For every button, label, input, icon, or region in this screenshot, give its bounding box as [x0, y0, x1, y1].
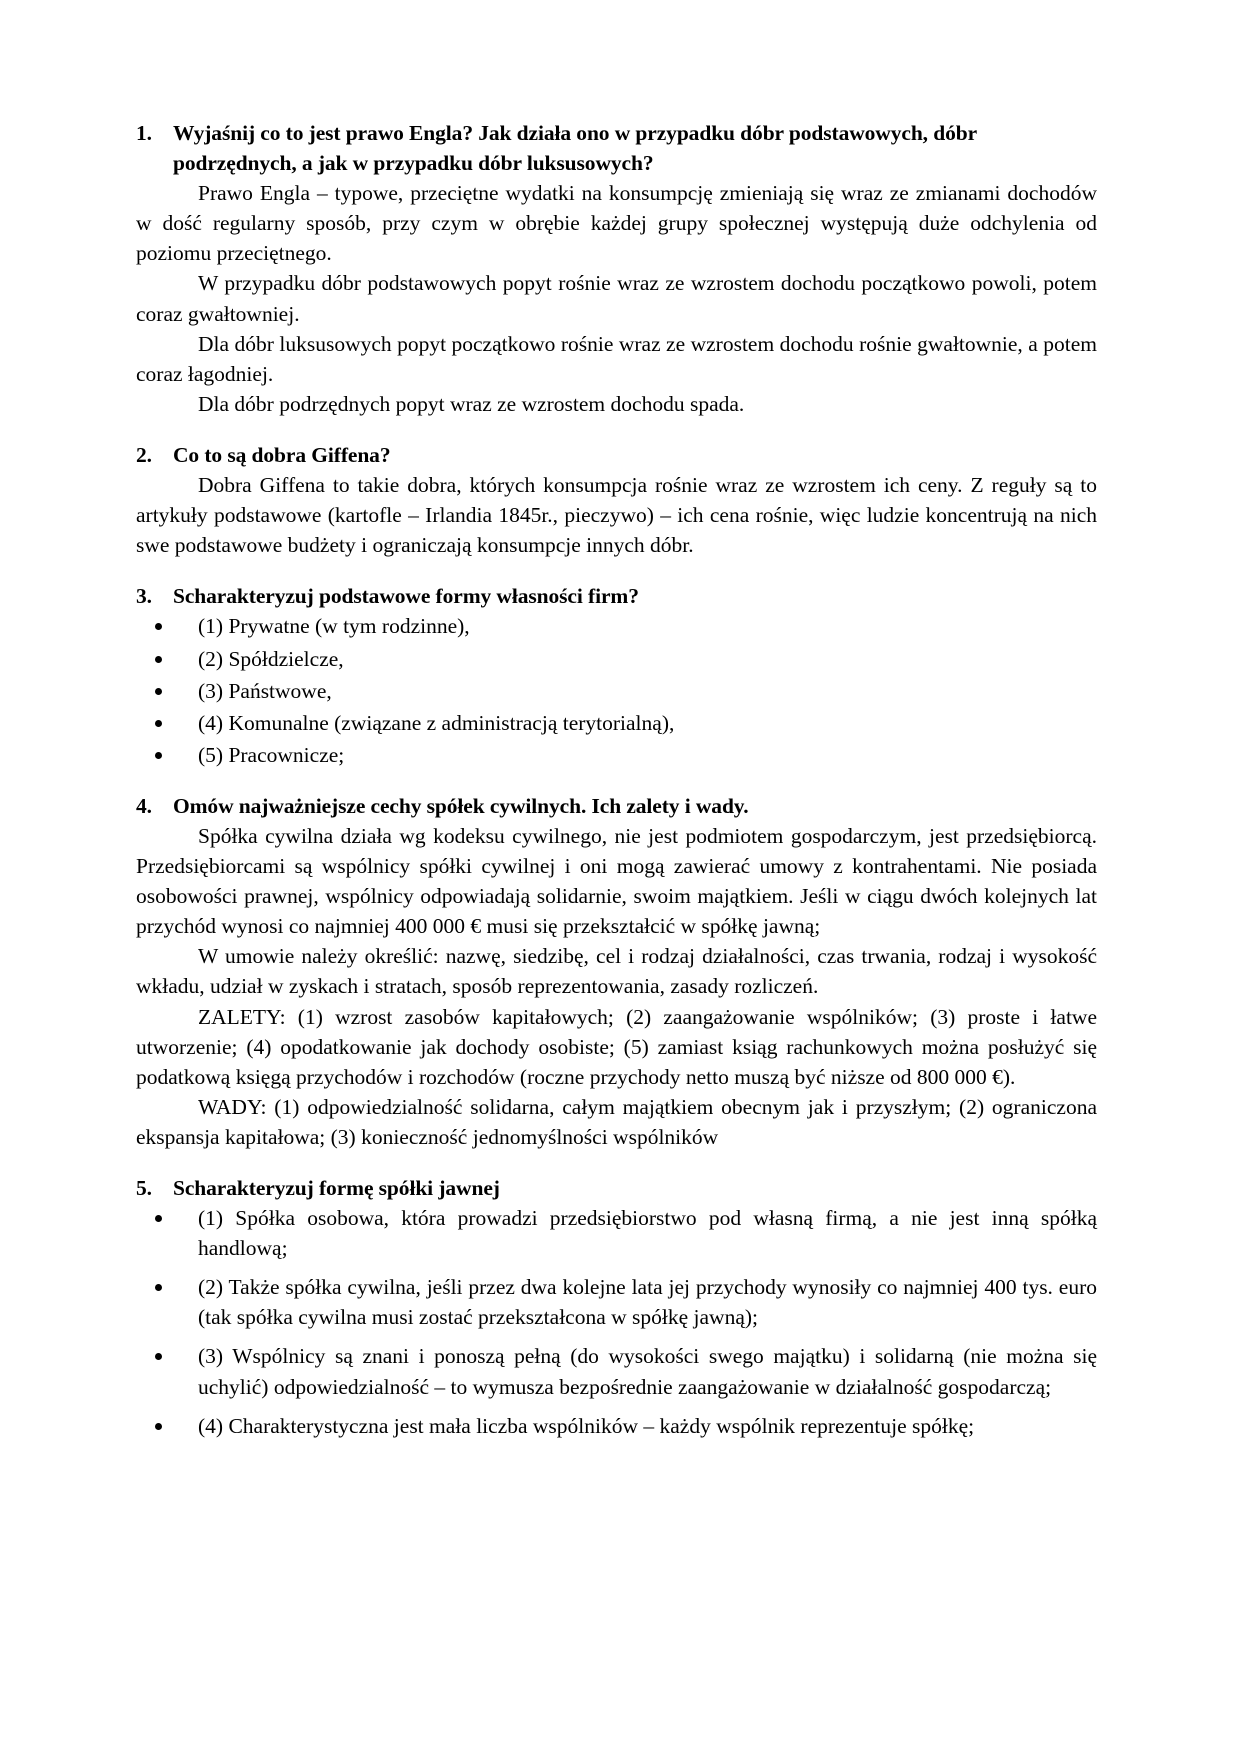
- section-1-paragraph-1: Prawo Engla – typowe, przeciętne wydatki na konsumpcję zmieniają się wraz ze zmianami dochodów w dość regularny sposób, przy czym w obrębie każdej grupy społecznej występują duże odchylenia od poziomu przeciętnego.: [136, 181, 1097, 266]
- section-3-bullet-list: [136, 611, 1097, 769]
- section-1: [136, 118, 1097, 419]
- list-item: (4) Charakterystyczna jest mała liczba wspólników – każdy wspólnik reprezentuje spółkę;: [136, 1411, 1097, 1441]
- section-4-paragraph-1: Spółka cywilna działa wg kodeksu cywilnego, nie jest podmiotem gospodarczym, jest przedsiębiorcą. Przedsiębiorcami są wspólnicy spółki cywilnej i oni mogą zawierać umowy z kontrahentami. Nie posiada osobowości prawnej, wspólnicy odpowiadają solidarnie, swoim majątkiem. Jeśli w ciągu dwóch kolejnych lat przychód wynosi co najmniej 400 000 € musi się przekształcić w spółkę jawną;: [136, 823, 1097, 939]
- section-2-heading: [136, 440, 1097, 470]
- list-item: (3) Wspólnicy są znani i ponoszą pełną (do wysokości swego majątku) i solidarną (nie można się uchylić) odpowiedzialność – to wymusza bezpośrednie zaangażowanie w działalność gospodarczą;: [136, 1341, 1097, 1401]
- section-2: [136, 440, 1097, 560]
- list-item: (1) Spółka osobowa, która prowadzi przedsiębiorstwo pod własną firmą, a nie jest inną spółką handlową;: [136, 1203, 1097, 1263]
- section-3-heading: [136, 581, 1097, 611]
- section-1-paragraph-3: Dla dóbr luksusowych popyt początkowo rośnie wraz ze wzrostem dochodu rośnie gwałtownie, a potem coraz łagodniej.: [136, 331, 1097, 386]
- section-5-number: 5.: [136, 1176, 152, 1200]
- list-item: (2) Także spółka cywilna, jeśli przez dwa kolejne lata jej przychody wynosiły co najmniej 400 tys. euro (tak spółka cywilna musi zostać przekształcona w spółkę jawną);: [136, 1272, 1097, 1332]
- section-5-bullet-list: [136, 1203, 1097, 1441]
- section-4: [136, 791, 1097, 1152]
- list-item: (2) Spółdzielcze,: [136, 644, 1097, 674]
- section-1-paragraph-2: W przypadku dóbr podstawowych popyt rośnie wraz ze wzrostem dochodu początkowo powoli, potem coraz gwałtowniej.: [136, 271, 1097, 326]
- list-item: (4) Komunalne (związane z administracją terytorialną),: [136, 708, 1097, 738]
- section-4-paragraph-wady: WADY: (1) odpowiedzialność solidarna, całym majątkiem obecnym jak i przyszłym; (2) ograniczona ekspansja kapitałowa; (3) konieczność jednomyślności wspólników: [136, 1094, 1097, 1149]
- section-3-heading-text: Scharakteryzuj podstawowe formy własności firm?: [173, 584, 639, 609]
- section-4-heading-text: Omów najważniejsze cechy spółek cywilnych. Ich zalety i wady.: [173, 793, 749, 818]
- list-item: (3) Państwowe,: [136, 676, 1097, 706]
- section-4-number: 4.: [136, 793, 152, 818]
- section-1-heading-text: Wyjaśnij co to jest prawo Engla? Jak działa ono w przypadku dóbr podstawowych, dóbr podrzędnych, a jak w przypadku dóbr luksusowych?: [173, 121, 977, 176]
- section-2-heading-text: Co to są dobra Giffena?: [173, 442, 391, 467]
- section-5-heading: [136, 1173, 1097, 1203]
- section-3-number: 3.: [136, 584, 152, 609]
- section-4-paragraph-zalety: ZALETY: (1) wzrost zasobów kapitałowych; (2) zaangażowanie wspólników; (3) proste i łatwe utworzenie; (4) opodatkowanie jak dochody osobiste; (5) zamiast ksiąg rachunkowych można posłużyć się podatkową księgą przychodów i rozchodów (roczne przychody netto muszą być niższe od 800 000 €).: [136, 1004, 1097, 1089]
- section-1-heading: [136, 118, 1097, 178]
- section-1-paragraph-4: Dla dóbr podrzędnych popyt wraz ze wzrostem dochodu spada.: [198, 391, 745, 416]
- list-item: (1) Prywatne (w tym rodzinne),: [136, 611, 1097, 641]
- document-body: [136, 118, 1097, 1441]
- section-5-heading-text: Scharakteryzuj formę spółki jawnej: [173, 1176, 500, 1200]
- section-2-number: 2.: [136, 442, 152, 467]
- list-item: (5) Pracownicze;: [136, 740, 1097, 770]
- section-4-paragraph-2: W umowie należy określić: nazwę, siedzibę, cel i rodzaj działalności, czas trwania, rodzaj i wysokość wkładu, udział w zyskach i stratach, sposób reprezentowania, zasady rozliczeń.: [136, 944, 1097, 999]
- section-4-heading: [136, 791, 1097, 821]
- section-3: [136, 581, 1097, 770]
- section-1-number: 1.: [136, 121, 152, 145]
- section-5: [136, 1173, 1097, 1441]
- section-2-paragraph-1: Dobra Giffena to takie dobra, których konsumpcja rośnie wraz ze wzrostem ich ceny. Z reguły są to artykuły podstawowe (kartofle – Irlandia 1845r., pieczywo) – ich cena rośnie, więc ludzie koncentrują na nich swe podstawowe budżety i ograniczają konsumpcje innych dóbr.: [136, 473, 1097, 558]
